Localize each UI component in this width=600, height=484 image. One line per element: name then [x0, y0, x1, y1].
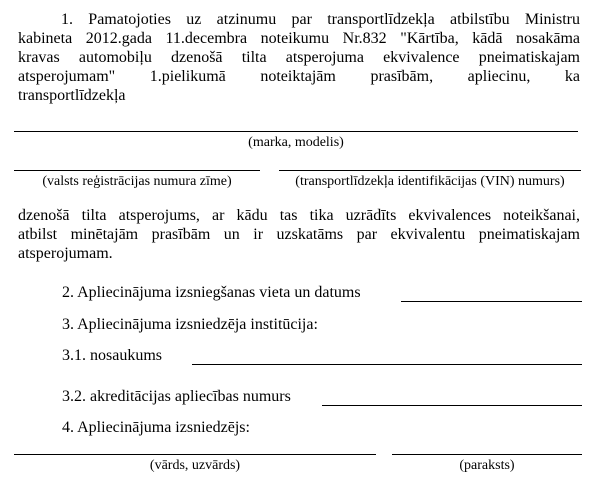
paragraph-1-line: kravas automobiļu dzenošā tilta atsperojuma ekvivalence pneimatiskajam	[18, 49, 580, 66]
item-4-label: 4. Apliecinājuma izsniedzējs:	[62, 419, 250, 436]
signature-caption: (paraksts)	[459, 458, 515, 473]
item-2-label: 2. Apliecinājuma izsniegšanas vieta un datums	[62, 284, 361, 301]
name-surname-caption: (vārds, uzvārds)	[149, 458, 241, 473]
institution-name-line[interactable]	[192, 364, 582, 365]
paragraph-2-line: dzenošā tilta atsperojums, ar kādu tas tika uzrādīts ekvivalences noteikšanai,	[18, 207, 580, 224]
paragraph-2	[18, 206, 580, 263]
item-3-2-label: 3.2. akreditācijas apliecības numurs	[62, 388, 291, 405]
vin-caption: (transportlīdzekļa identifikācijas (VIN) numurs)	[295, 174, 565, 189]
name-surname-line[interactable]	[14, 454, 376, 455]
paragraph-1-line: atsperojumam" 1.pielikumā noteiktajām prasībām, apliecinu, ka	[18, 68, 580, 85]
paragraph-2-line: atbilst minētajām prasībām un ir uzskatāms par ekvivalentu pneimatiskajam	[18, 226, 580, 243]
vin-line[interactable]	[279, 170, 581, 171]
registration-plate-caption: (valsts reģistrācijas numura zīme)	[42, 174, 232, 189]
paragraph-1	[18, 10, 580, 105]
item-3-1-label: 3.1. nosaukums	[62, 347, 162, 364]
paragraph-1-line: 1. Pamatojoties uz atzinumu par transportlīdzekļa atbilstību Ministru	[61, 11, 580, 28]
item-3-label: 3. Apliecinājuma izsniedzēja institūcija:	[62, 316, 318, 333]
paragraph-1-line: transportlīdzekļa	[18, 87, 126, 104]
paragraph-1-line: kabineta 2012.gada 11.decembra noteikumu Nr.832 "Kārtība, kādā nosakāma	[18, 30, 580, 47]
registration-plate-line[interactable]	[14, 170, 260, 171]
signature-line[interactable]	[392, 454, 582, 455]
accreditation-number-line[interactable]	[322, 405, 582, 406]
issue-place-date-line[interactable]	[401, 301, 582, 302]
make-model-caption: (marka, modelis)	[248, 135, 344, 150]
make-model-line[interactable]	[14, 131, 578, 132]
paragraph-2-line: atsperojumam.	[18, 245, 113, 262]
